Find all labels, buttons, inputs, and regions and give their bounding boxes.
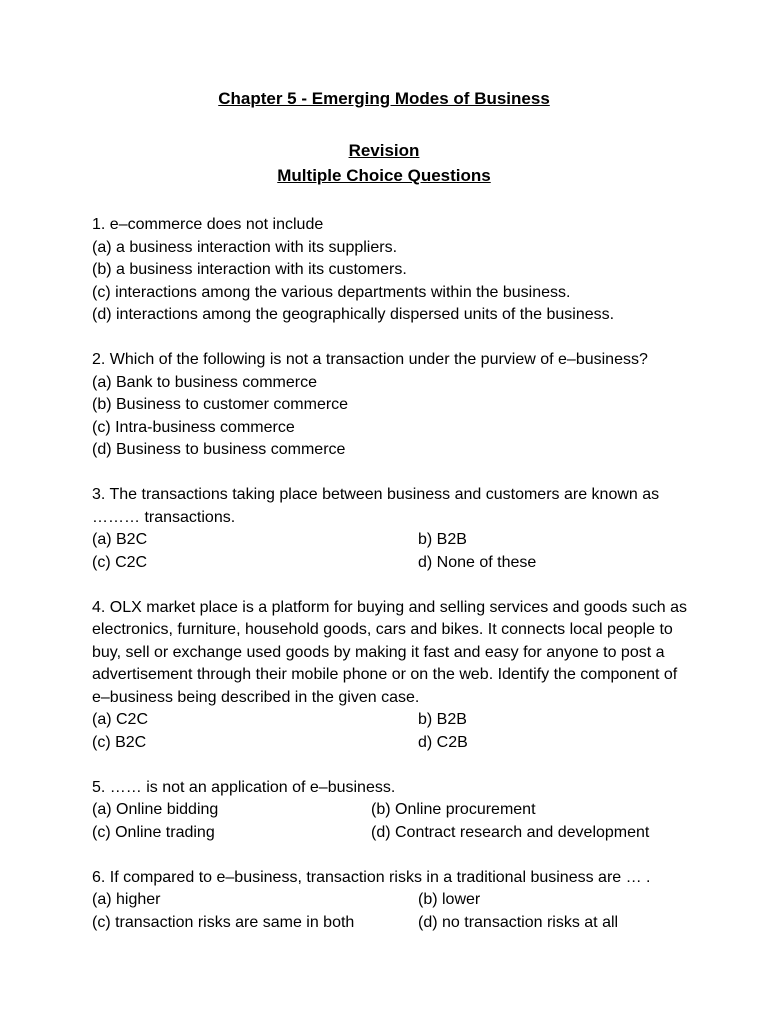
options-row bbox=[92, 799, 692, 822]
option-b: (b) Business to customer commerce bbox=[92, 396, 349, 413]
question-6 bbox=[92, 867, 692, 935]
option-b: b) B2B bbox=[418, 711, 467, 728]
revision-heading: Revision bbox=[348, 141, 420, 160]
option-c: (c) interactions among the various departments within the business. bbox=[92, 283, 571, 301]
option-d: d) C2B bbox=[418, 733, 468, 751]
option-b: b) B2B bbox=[418, 531, 467, 548]
question-4 bbox=[92, 597, 692, 755]
option-c: (c) Intra-business commerce bbox=[92, 418, 295, 436]
option-c: (c) B2C bbox=[92, 733, 147, 751]
question-2 bbox=[92, 349, 692, 462]
options-row bbox=[92, 912, 692, 935]
chapter-title: Chapter 5 - Emerging Modes of Business bbox=[218, 89, 550, 108]
option-c: (c) C2C bbox=[92, 553, 148, 571]
option-b: (b) lower bbox=[418, 891, 481, 908]
option-a: (a) C2C bbox=[92, 711, 149, 728]
options-row bbox=[92, 732, 692, 755]
option-a: (a) B2C bbox=[92, 531, 148, 548]
questions-list bbox=[92, 214, 692, 957]
option-b: (b) a business interaction with its customers. bbox=[92, 261, 407, 278]
question-text: 3. The transactions taking place between business and customers are known as ……… transactions. bbox=[92, 486, 660, 526]
option-d: (d) Business to business commerce bbox=[92, 441, 346, 458]
options-row bbox=[92, 709, 692, 732]
option-a: (a) a business interaction with its suppliers. bbox=[92, 238, 398, 256]
question-text: 5. …… is not an application of e–business. bbox=[92, 778, 396, 796]
option-d: (d) Contract research and development bbox=[371, 823, 650, 841]
option-c: (c) Online trading bbox=[92, 823, 215, 841]
option-d: (d) no transaction risks at all bbox=[418, 913, 619, 931]
question-5 bbox=[92, 777, 692, 845]
option-b: (b) Online procurement bbox=[371, 801, 536, 818]
option-c: (c) transaction risks are same in both bbox=[92, 913, 355, 931]
question-text: 1. e–commerce does not include bbox=[92, 216, 324, 233]
mcq-heading: Multiple Choice Questions bbox=[277, 166, 491, 185]
question-3 bbox=[92, 484, 692, 574]
question-text: 2. Which of the following is not a transaction under the purview of e–business? bbox=[92, 351, 648, 368]
option-a: (a) Bank to business commerce bbox=[92, 373, 317, 391]
question-text: 6. If compared to e–business, transaction risks in a traditional business are … . bbox=[92, 868, 651, 886]
options-row bbox=[92, 552, 692, 575]
option-a: (a) Online bidding bbox=[92, 801, 219, 818]
options-row bbox=[92, 822, 692, 845]
question-text: 4. OLX market place is a platform for buying and selling services and goods such as electronics, furniture, household goods, cars and bikes. It connects local people to buy, sell or exchange used goods by making it fast and easy for anyone to post a advertisement through their mobile phone or on the web. Identify the component of e–business being described in the given case. bbox=[92, 598, 687, 706]
question-1 bbox=[92, 214, 692, 327]
options-row bbox=[92, 529, 692, 552]
option-d: (d) interactions among the geographically dispersed units of the business. bbox=[92, 306, 615, 323]
option-a: (a) higher bbox=[92, 891, 161, 908]
option-d: d) None of these bbox=[418, 553, 537, 571]
options-row bbox=[92, 889, 692, 912]
